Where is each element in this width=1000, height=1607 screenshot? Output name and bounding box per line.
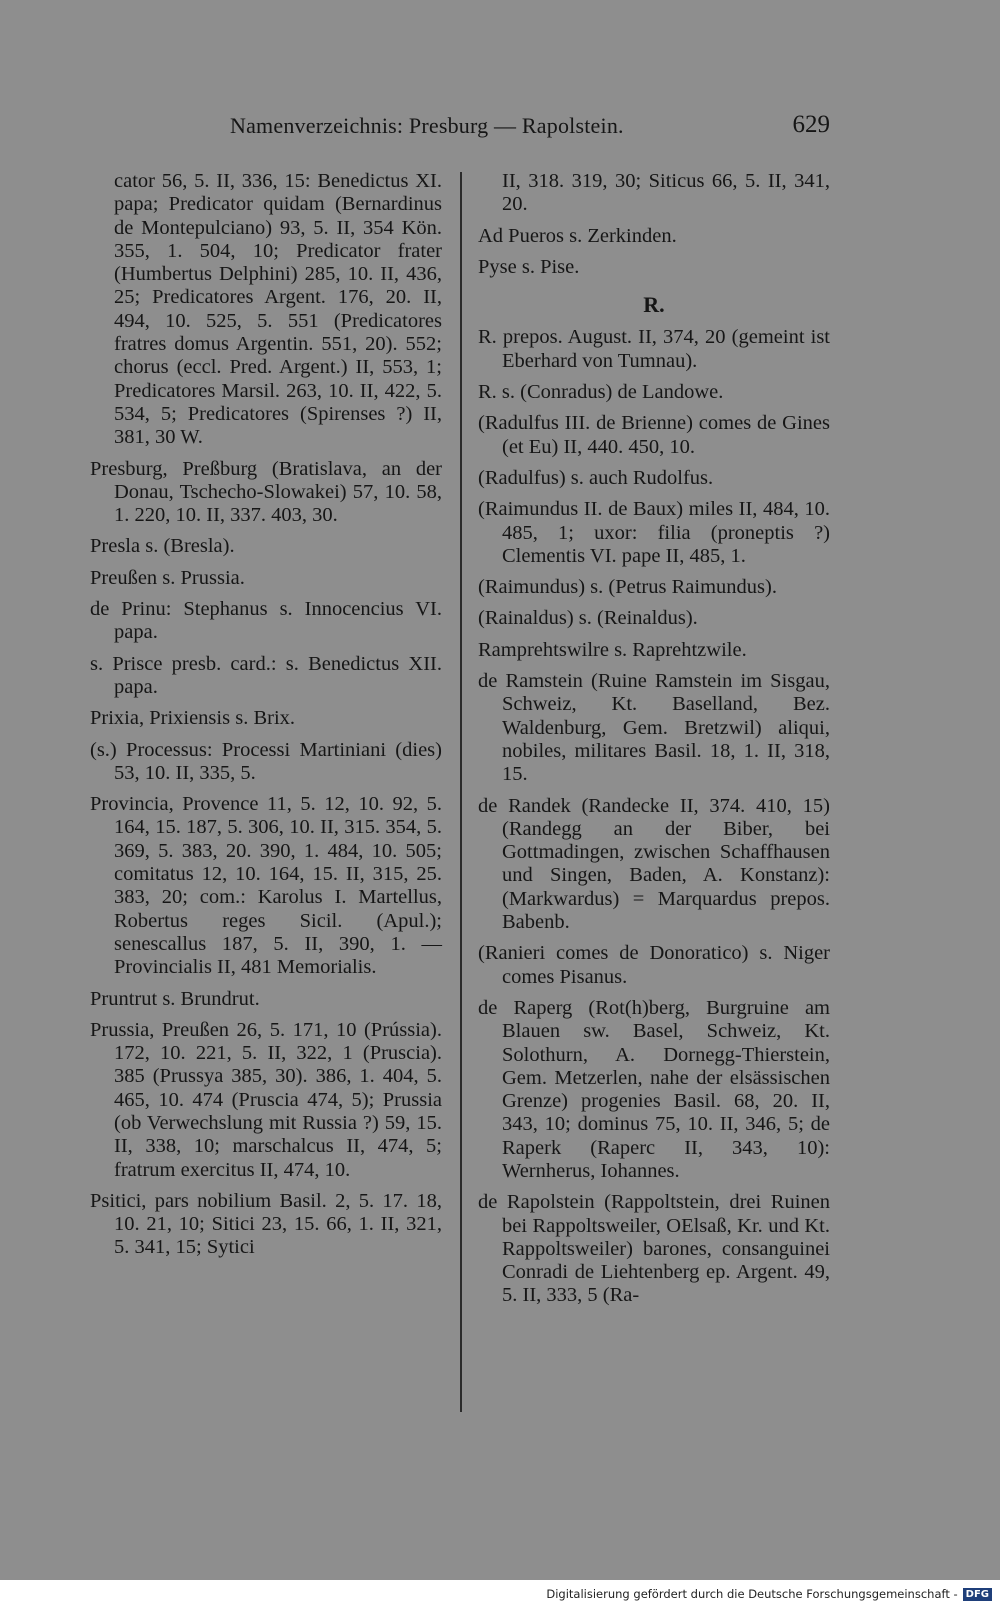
index-entry: de Raperg (Rot(h)berg, Burgruine am Blauen sw. Basel, Schweiz, Kt. Solothurn, A. Dornegg-Thierstein, Gem. Metzerlen, nahe der elsässischen Grenze) progenies Basil. 68, 20. II, 343, 10; dominus 75, 10. II, 346, 5; de Raperk (Raperc II, 343, 10): Wernherus, Iohannes. bbox=[478, 996, 830, 1182]
index-entry: Provincia, Provence 11, 5. 12, 10. 92, 5. 164, 15. 187, 5. 306, 10. II, 315. 354, 5. 369, 5. 383, 20. 390, 1. 484, 10. 505; comitatus 12, 10. 164, 15. II, 315, 25. 383, 20; com.: Karolus I. Martellus, Robertus reges Sicil. (Apul.); senescallus 187, 5. II, 390, 1. — Provincialis II, 481 Memorialis. bbox=[90, 793, 442, 979]
running-title: Namenverzeichnis: Presburg — Rapolstein. bbox=[230, 113, 624, 138]
index-entry: (Raimundus) s. (Petrus Raimundus). bbox=[478, 576, 777, 599]
index-entry: Pruntrut s. Brundrut. bbox=[90, 987, 260, 1010]
index-entry: Prixia, Prixiensis s. Brix. bbox=[90, 707, 296, 730]
index-entry: (Raimundus II. de Baux) miles II, 484, 10. 485, 1; uxor: filia (proneptis ?) Clementis VI. pape II, 485, 1. bbox=[478, 498, 830, 567]
right-column-bottom bbox=[478, 326, 830, 1307]
index-entry: (Radulfus) s. auch Rudolfus. bbox=[478, 466, 714, 489]
index-entry: de Ramstein (Ruine Ramstein im Sisgau, Schweiz, Kt. Baselland, Bez. Waldenburg, Gem. Bretzwil) aliqui, nobiles, militares Basil. 18, 1. II, 318, 15. bbox=[478, 670, 830, 786]
dfg-logo: DFG bbox=[963, 1588, 992, 1601]
index-entry: Psitici, pars nobilium Basil. 2, 5. 17. 18, 10. 21, 10; Sitici 23, 15. 66, 1. II, 321, 5. 341, 15; Sytici bbox=[90, 1189, 442, 1259]
index-entry: cator 56, 5. II, 336, 15: Benedictus XI. papa; Predicator quidam (Bernardinus de Montepulciano) 93, 5. II, 354 Kön. 355, 1. 504, 10; Predicator frater (Humbertus Delphini) 285, 10. II, 436, 25; Predicatores Argent. 176, 20. II, 494, 10. 525, 5. 551 (Predicatores fratres domus Argentin. 551, 20). 552; chorus (eccl. Pred. Argent.) II, 553, 1; Predicatores Marsil. 263, 10. II, 422, 5. 534, 5; Predicatores (Spirenses ?) II, 381, 30 W. bbox=[114, 170, 442, 449]
right-column-top bbox=[478, 170, 830, 279]
index-entry: Preußen s. Prussia. bbox=[90, 566, 245, 589]
digitization-footer bbox=[546, 1584, 992, 1604]
index-entry: (Ranieri comes de Donoratico) s. Niger comes Pisanus. bbox=[478, 942, 830, 988]
index-entry: Presla s. (Bresla). bbox=[90, 535, 235, 558]
right-column bbox=[478, 170, 830, 1316]
index-entry: (Rainaldus) s. (Reinaldus). bbox=[478, 607, 698, 630]
index-entry: (Radulfus III. de Brienne) comes de Gines (et Eu) II, 440. 450, 10. bbox=[478, 412, 830, 458]
index-entry: de Randek (Randecke II, 374. 410, 15) (Randegg an der Biber, bei Gottmadingen, zwischen Schaffhausen und Singen, Baden, A. Konstanz): (Markwardus) = Marquardus prepos. Babenb. bbox=[478, 794, 830, 934]
index-entry: Presburg, Preßburg (Bratislava, an der Donau, Tschecho-Slowakei) 57, 10. 58, 1. 220, 10. II, 337. 403, 30. bbox=[90, 457, 442, 527]
index-entry: R. prepos. August. II, 374, 20 (gemeint ist Eberhard von Tumnau). bbox=[478, 326, 830, 372]
section-heading: R. bbox=[643, 292, 665, 318]
left-column bbox=[90, 170, 442, 1268]
index-entry: Ad Pueros s. Zerkinden. bbox=[478, 224, 677, 247]
running-header bbox=[230, 113, 830, 145]
index-entry: Ramprehtswilre s. Raprehtzwile. bbox=[478, 638, 747, 661]
column-divider bbox=[460, 172, 462, 1412]
page-number: 629 bbox=[792, 111, 830, 138]
index-entry: Pyse s. Pise. bbox=[478, 255, 580, 278]
index-entry: s. Prisce presb. card.: s. Benedictus XII. papa. bbox=[90, 652, 442, 698]
index-entry: de Rapolstein (Rappoltstein, drei Ruinen bei Rappoltsweiler, OElsaß, Kr. und Kt. Rappoltsweiler) barones, consanguinei Conradi de Liehtenberg ep. Argent. 49, 5. II, 333, 5 (Ra- bbox=[478, 1191, 830, 1307]
index-entry: II, 318. 319, 30; Siticus 66, 5. II, 341, 20. bbox=[502, 170, 830, 216]
index-entry: R. s. (Conradus) de Landowe. bbox=[478, 381, 724, 404]
index-entry: (s.) Processus: Processi Martiniani (dies) 53, 10. II, 335, 5. bbox=[90, 738, 442, 784]
index-entry: Prussia, Preußen 26, 5. 171, 10 (Prússia). 172, 10. 221, 5. II, 322, 1 (Pruscia). 385 (Prussya 385, 30). 386, 1. 404, 5. 465, 10. 474 (Pruscia 474, 5); Prussia (ob Verwechslung mit Russia ?) 59, 15. II, 338, 10; marschalcus II, 474, 5; fratrum exercitus II, 474, 10. bbox=[90, 1018, 442, 1181]
footer-credit: Digitalisierung gefördert durch die Deutsche Forschungsgemeinschaft - bbox=[546, 1587, 958, 1601]
index-entry: de Prinu: Stephanus s. Innocencius VI. papa. bbox=[90, 598, 442, 644]
